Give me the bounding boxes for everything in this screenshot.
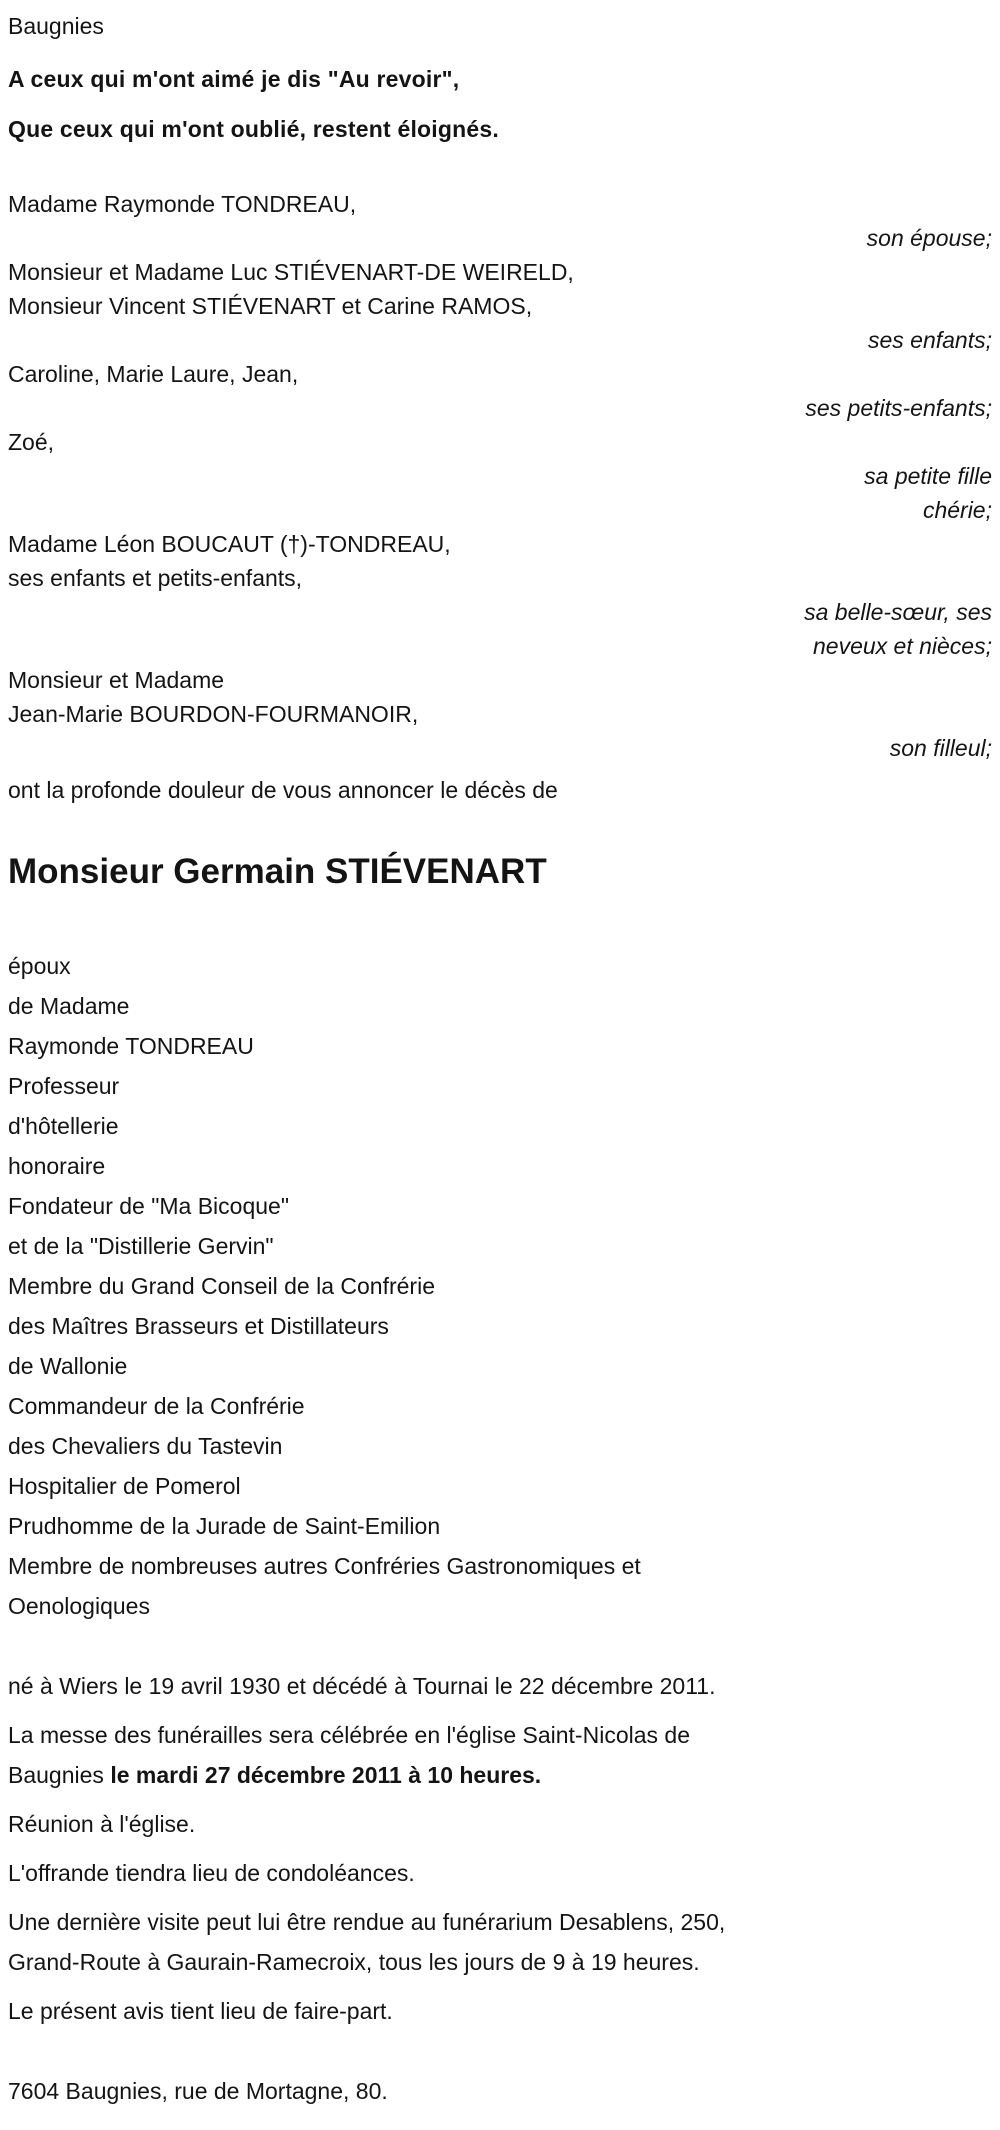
epitaph-line-2: Que ceux qui m'ont oublié, restent éloignés.	[8, 116, 499, 142]
family-entry-children	[8, 255, 992, 357]
family-name-line: Caroline, Marie Laure, Jean,	[8, 361, 299, 387]
visit-line-2: Grand-Route à Gaurain-Ramecroix, tous les jours de 9 à 19 heures.	[8, 1949, 700, 1975]
epitaph-line-1: A ceux qui m'ont aimé je dis "Au revoir",	[8, 66, 460, 92]
family-relation-line: ses enfants;	[867, 327, 992, 353]
family-name-line: Jean-Marie BOURDON-FOURMANOIR,	[8, 701, 419, 727]
family-name-line: Monsieur Vincent STIÉVENART et Carine RAMOS,	[8, 293, 533, 319]
meeting-line: Réunion à l'église.	[8, 1811, 196, 1837]
family-entry-great-granddaughter	[8, 425, 992, 527]
title-line: de Madame	[8, 993, 130, 1019]
family-name-line: Madame Raymonde TONDREAU,	[8, 191, 357, 217]
title-line: honoraire	[8, 1153, 106, 1179]
family-entry-sister-in-law	[8, 527, 992, 663]
family-relation-line: sa belle-sœur, ses	[804, 599, 992, 625]
offering-line: L'offrande tiendra lieu de condoléances.	[8, 1860, 415, 1886]
family-relation-line: ses petits-enfants;	[805, 395, 992, 421]
deceased-name: Monsieur Germain STIÉVENART	[8, 852, 547, 891]
visit-paragraph	[8, 1902, 992, 1982]
funeral-paragraph	[8, 1715, 992, 1795]
title-line: Professeur	[8, 1073, 120, 1099]
death-notice-page	[8, 6, 992, 2111]
title-line: Membre de nombreuses autres Confréries Gastronomiques et	[8, 1553, 641, 1579]
funeral-line-2-normal: Baugnies	[8, 1762, 111, 1788]
address-line: 7604 Baugnies, rue de Mortagne, 80.	[8, 2078, 388, 2104]
titles-section	[8, 946, 992, 1626]
funeral-line-1: La messe des funérailles sera célébrée en l'église Saint-Nicolas de	[8, 1722, 690, 1748]
family-name-line: Zoé,	[8, 429, 55, 455]
location: Baugnies	[8, 13, 104, 39]
family-entry-godson	[8, 663, 992, 765]
title-line: et de la "Distillerie Gervin"	[8, 1233, 274, 1259]
title-line: Membre du Grand Conseil de la Confrérie	[8, 1273, 435, 1299]
family-section	[8, 187, 992, 765]
title-line: Prudhomme de la Jurade de Saint-Emilion	[8, 1513, 441, 1539]
family-relation-line: son épouse;	[866, 225, 992, 251]
title-line: Commandeur de la Confrérie	[8, 1393, 305, 1419]
title-line: Raymonde TONDREAU	[8, 1033, 254, 1059]
family-entry-grandchildren	[8, 357, 992, 425]
family-relation-line: chérie;	[922, 497, 992, 523]
title-line: d'hôtellerie	[8, 1113, 119, 1139]
title-line: des Chevaliers du Tastevin	[8, 1433, 283, 1459]
family-entry-spouse	[8, 187, 992, 255]
title-line: Oenologiques	[8, 1593, 150, 1619]
title-line: de Wallonie	[8, 1353, 128, 1379]
family-relation-line: neveux et nièces;	[812, 633, 992, 659]
title-line: Fondateur de "Ma Bicoque"	[8, 1193, 289, 1219]
title-line: Hospitalier de Pomerol	[8, 1473, 241, 1499]
epitaph	[8, 54, 992, 154]
visit-line-1: Une dernière visite peut lui être rendue au funérarium Desablens, 250,	[8, 1909, 726, 1935]
title-line: époux	[8, 953, 71, 979]
funeral-date-bold: le mardi 27 décembre 2011 à 10 heures.	[110, 1762, 542, 1788]
family-name-line: Monsieur et Madame Luc STIÉVENART-DE WEIRELD,	[8, 259, 574, 285]
announcement-line: ont la profonde douleur de vous annoncer le décès de	[8, 777, 558, 803]
legal-notice-line: Le présent avis tient lieu de faire-part.	[8, 1998, 393, 2024]
family-name-line: Madame Léon BOUCAUT (†)-TONDREAU,	[8, 531, 451, 557]
family-relation-line: son filleul;	[889, 735, 992, 761]
title-line: des Maîtres Brasseurs et Distillateurs	[8, 1313, 389, 1339]
family-relation-line: sa petite fille	[864, 463, 992, 489]
family-name-line: ses enfants et petits-enfants,	[8, 565, 303, 591]
family-name-line: Monsieur et Madame	[8, 667, 225, 693]
birth-death-line: né à Wiers le 19 avril 1930 et décédé à Tournai le 22 décembre 2011.	[8, 1673, 716, 1699]
